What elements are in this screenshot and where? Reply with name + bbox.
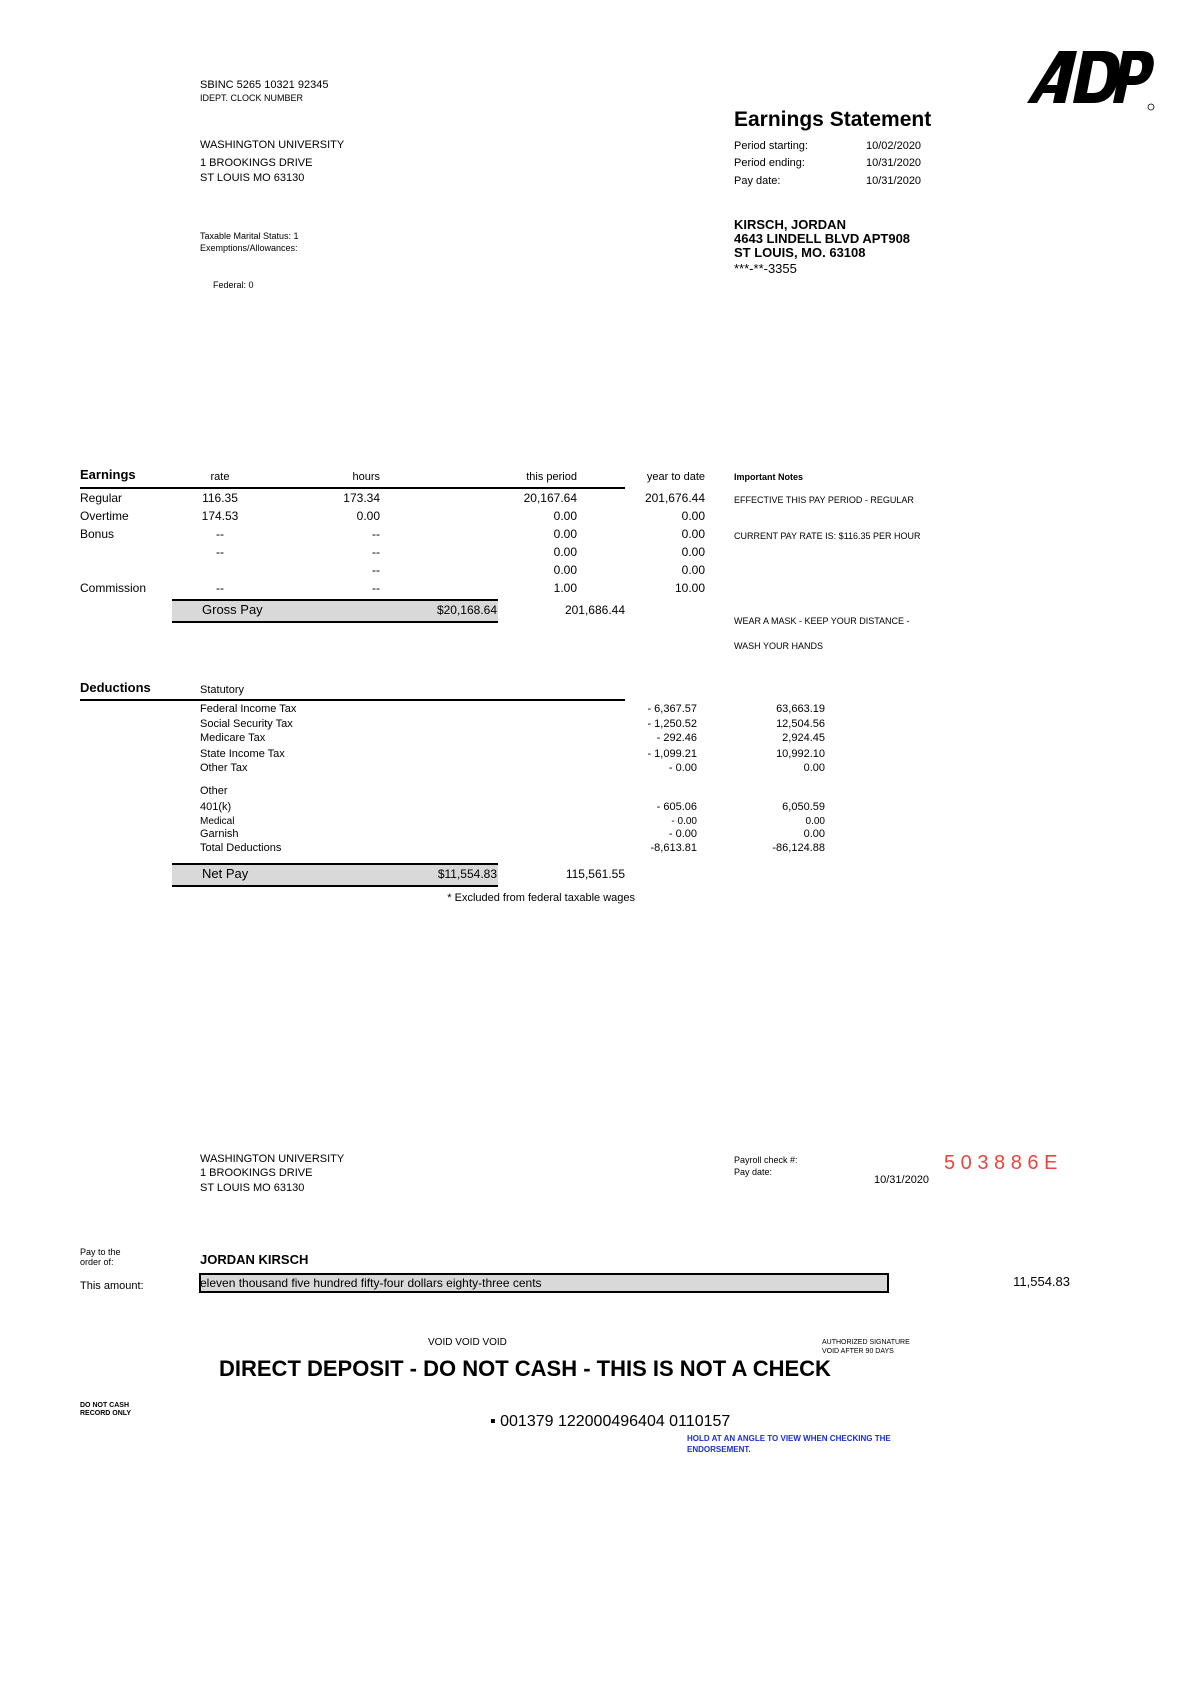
deduction-row [200, 827, 825, 841]
deduction-label: Medical [200, 816, 235, 827]
earnings-rate: -- [216, 581, 224, 595]
pay-date: 10/31/2020 [866, 175, 922, 187]
earnings-label: Commission [80, 581, 147, 595]
marital-status: Taxable Marital Status: 1 [200, 231, 299, 241]
deduction-label: Social Security Tax [200, 718, 293, 730]
other-label: Other [200, 785, 228, 797]
pay-to-label-1: Pay to the [80, 1247, 121, 1257]
check-number: 5 0 3 8 8 6 E [944, 1152, 1058, 1174]
earnings-hours: 173.34 [343, 491, 380, 505]
earnings-ytd: 10.00 [674, 581, 705, 595]
earnings-row [80, 525, 705, 543]
payee-name: JORDAN KIRSCH [200, 1252, 309, 1267]
earnings-this-period: 0.00 [553, 527, 577, 541]
deduction-this-period: - 1,250.52 [647, 718, 697, 730]
excluded-footnote: * Excluded from federal taxable wages [447, 892, 635, 904]
deduction-ytd: 0.00 [803, 762, 825, 774]
net-pay-label: Net Pay [202, 866, 249, 881]
check-employer-name: WASHINGTON UNIVERSITY [200, 1153, 345, 1165]
employee-name: KIRSCH, JORDAN [734, 217, 846, 232]
check-number-label: Payroll check #: [734, 1155, 798, 1165]
do-not-cash-2: RECORD ONLY [80, 1410, 132, 1417]
exemptions-label: Exemptions/Allowances: [200, 243, 298, 253]
earnings-this-period: 0.00 [553, 509, 577, 523]
earnings-title: Earnings [80, 467, 136, 482]
deduction-this-period: - 6,367.57 [647, 703, 697, 715]
period-start-label: Period starting: [734, 140, 808, 152]
check-amount: 11,554.83 [1013, 1274, 1070, 1289]
deductions-divider [80, 699, 625, 701]
earnings-row [80, 543, 705, 561]
earnings-row [80, 561, 705, 579]
gross-pay-label: Gross Pay [202, 602, 263, 617]
employer-address1: 1 BROOKINGS DRIVE [200, 157, 313, 169]
deduction-ytd: 2,924.45 [782, 732, 825, 744]
check-pay-date: 10/31/2020 [874, 1174, 930, 1186]
earnings-this-period: 0.00 [553, 563, 577, 577]
deduction-this-period: - 605.06 [656, 801, 697, 813]
deduction-ytd: 63,663.19 [776, 703, 825, 715]
dept-codes: SBINC 5265 10321 92345 [200, 79, 329, 91]
gross-pay-ytd: 201,686.44 [564, 603, 625, 617]
federal-allowance: Federal: 0 [213, 280, 254, 290]
earnings-ytd: 0.00 [681, 509, 705, 523]
authorized-signature: AUTHORIZED SIGNATURE [822, 1339, 910, 1346]
deduction-this-period: - 1,099.21 [647, 748, 697, 760]
dept-codes-label: IDEPT. CLOCK NUMBER [200, 93, 304, 103]
deduction-ytd: 12,504.56 [776, 718, 825, 730]
hours-header: hours [352, 471, 380, 483]
amount-label: This amount: [80, 1280, 144, 1292]
earnings-ytd: 201,676.44 [644, 491, 705, 505]
employer-address2: ST LOUIS MO 63130 [200, 172, 305, 184]
deduction-ytd: 0.00 [803, 828, 825, 840]
earnings-this-period: 20,167.64 [523, 491, 577, 505]
deduction-ytd: 10,992.10 [776, 748, 825, 760]
total-deductions-period: -8,613.81 [650, 842, 697, 854]
this-period-header: this period [526, 471, 577, 483]
check-employer-address1: 1 BROOKINGS DRIVE [200, 1167, 313, 1179]
earnings-hours: -- [372, 545, 380, 559]
deduction-row [200, 731, 825, 745]
statutory-label: Statutory [200, 684, 245, 696]
deduction-label: Federal Income Tax [200, 703, 297, 715]
earnings-rate: -- [216, 545, 224, 559]
earnings-ytd: 0.00 [681, 527, 705, 541]
hold-angle-line-1: HOLD AT AN ANGLE TO VIEW WHEN CHECKING THE [687, 1434, 891, 1443]
deductions-title: Deductions [80, 680, 151, 695]
void-after: VOID AFTER 90 DAYS [822, 1348, 894, 1355]
deduction-row [200, 761, 825, 775]
amount-words: eleven thousand five hundred fifty-four dollars eighty-three cents [200, 1276, 542, 1290]
hold-angle-line-2: ENDORSEMENT. [687, 1445, 751, 1454]
net-pay-period: $11,554.83 [437, 867, 497, 881]
statement-title: Earnings Statement [734, 108, 932, 131]
direct-deposit-banner: DIRECT DEPOSIT - DO NOT CASH - THIS IS NOT A CHECK [219, 1356, 831, 1381]
deduction-label: Medicare Tax [200, 732, 266, 744]
pay-date-label: Pay date: [734, 175, 781, 187]
earnings-ytd: 0.00 [681, 563, 705, 577]
deduction-row [200, 717, 825, 731]
deduction-label: 401(k) [200, 801, 232, 813]
employer-name: WASHINGTON UNIVERSITY [200, 139, 345, 151]
total-deductions-label: Total Deductions [200, 842, 282, 854]
rate-header: rate [210, 471, 230, 483]
note-line: EFFECTIVE THIS PAY PERIOD - REGULAR [734, 495, 914, 505]
earnings-this-period: 0.00 [553, 545, 577, 559]
earnings-label: Regular [80, 491, 123, 505]
earnings-hours: 0.00 [356, 509, 380, 523]
earnings-rate: -- [216, 527, 224, 541]
earnings-hours: -- [372, 563, 380, 577]
employee-address1: 4643 LINDELL BLVD APT908 [734, 231, 911, 246]
deduction-row [200, 747, 825, 761]
note-line: WEAR A MASK - KEEP YOUR DISTANCE - [734, 616, 910, 626]
micr-line: ▪ 001379 122000496404 0110157 [490, 1413, 731, 1430]
check-pay-date-label: Pay date: [734, 1167, 773, 1177]
earnings-hours: -- [372, 581, 380, 595]
total-deductions-ytd: -86,124.88 [772, 842, 825, 854]
deduction-label: Garnish [200, 828, 239, 840]
earnings-this-period: 1.00 [553, 581, 577, 595]
void-text: VOID VOID VOID [428, 1337, 507, 1348]
total-deductions-row [200, 841, 825, 855]
deduction-row [200, 800, 825, 814]
deduction-label: Other Tax [200, 762, 248, 774]
deduction-ytd: 6,050.59 [782, 801, 825, 813]
adp-logo [1025, 45, 1155, 115]
period-end-label: Period ending: [734, 157, 805, 169]
employee-ssn: ***-**-3355 [734, 261, 797, 276]
deduction-label: State Income Tax [200, 748, 285, 760]
period-end: 10/31/2020 [866, 157, 922, 169]
deduction-this-period: - 0.00 [668, 762, 697, 774]
deduction-this-period: - 0.00 [668, 828, 697, 840]
earnings-header-row [80, 468, 705, 486]
pay-to-label-2: order of: [80, 1257, 114, 1267]
deduction-this-period: - 0.00 [671, 816, 697, 827]
deduction-row [200, 702, 825, 716]
period-start: 10/02/2020 [866, 140, 922, 152]
earnings-ytd: 0.00 [681, 545, 705, 559]
deduction-ytd: 0.00 [805, 816, 825, 827]
earnings-row [80, 507, 705, 525]
earnings-label: Bonus [80, 527, 115, 541]
earnings-label: Overtime [80, 509, 129, 523]
earnings-row [80, 489, 705, 507]
earnings-rate: 174.53 [201, 509, 239, 523]
ytd-header: year to date [646, 471, 705, 483]
do-not-cash-1: DO NOT CASH [80, 1402, 129, 1409]
earnings-rate: 116.35 [202, 491, 238, 505]
net-pay-ytd: 115,561.55 [565, 867, 625, 881]
earnings-hours: -- [372, 527, 380, 541]
note-line: CURRENT PAY RATE IS: $116.35 PER HOUR [734, 531, 921, 541]
earnings-row [80, 579, 705, 597]
employee-address2: ST LOUIS, MO. 63108 [734, 245, 866, 260]
note-line: WASH YOUR HANDS [734, 641, 824, 651]
check-employer-address2: ST LOUIS MO 63130 [200, 1182, 305, 1194]
gross-pay-period: $20,168.64 [436, 603, 497, 617]
notes-title: Important Notes [734, 472, 804, 482]
deduction-this-period: - 292.46 [656, 732, 697, 744]
